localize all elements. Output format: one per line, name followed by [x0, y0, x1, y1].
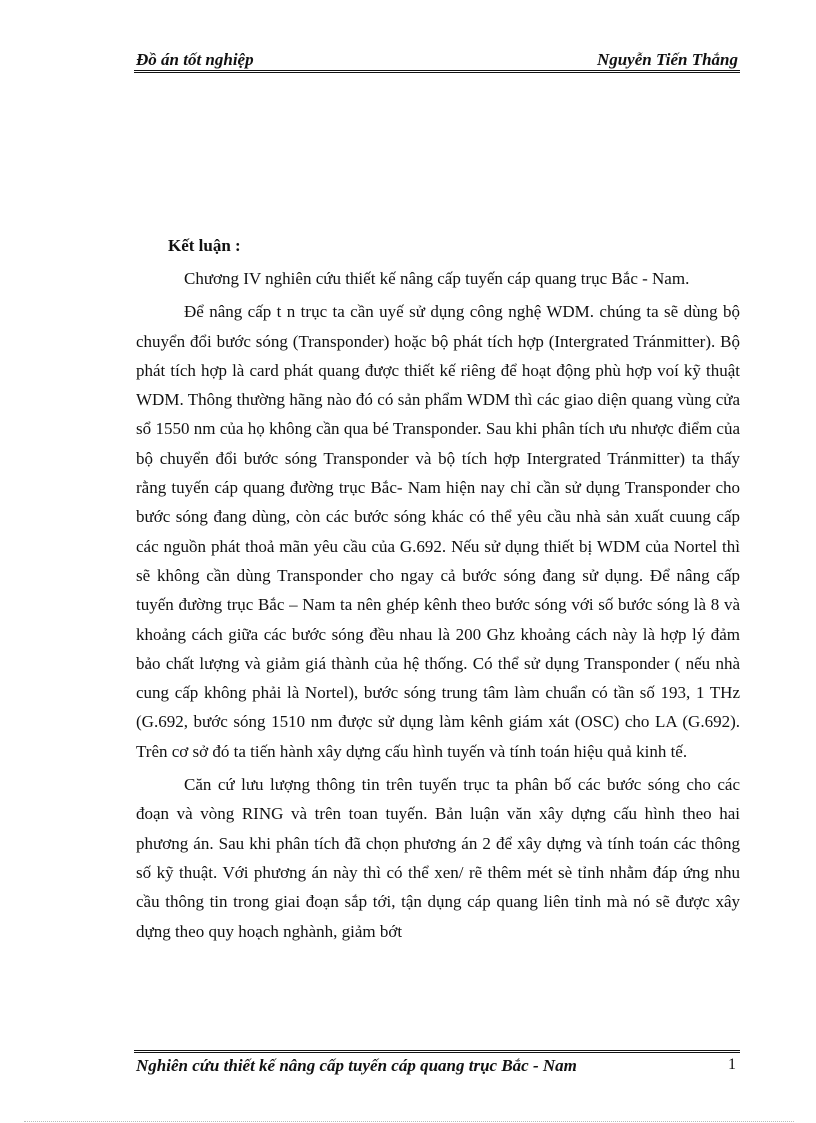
document-body	[136, 232, 740, 946]
paragraph-wdm-upgrade: Để nâng cấp t n trục ta cần uyế sử dụng công nghệ WDM. chúng ta sẽ dùng bộ chuyển đổi bước sóng (Transponder) hoặc bộ phát tích hợp (Intergrated Tránmitter). Bộ phát tích hợp là card phát quang được thiết kế riêng để hoạt động phù hợp voí kỹ thuật WDM. Thông thường hãng nào đó có sản phẩm WDM thì các giao diện quang vùng cửa sổ 1550 nm của họ không cần qua bé Transponder. Sau khi phân tích ưu nhược điểm của bộ chuyển đổi bước sóng Transponder và bộ tích hợp Intergrated Tránmitter) ta thấy rằng tuyến cáp quang đường trục Bắc- Nam hiện nay chỉ cần sử dụng Transponder cho bước sóng đang dùng, còn các bước sóng khác có thể yêu cầu nhà sản xuất cuung cấp các nguồn phát thoả mãn yêu cầu của G.692. Nếu sử dụng thiết bị WDM của Nortel thì sẽ không cần dùng Transponder cho ngay cả bước sóng đang sử dụng. Để nâng cấp tuyến đường trục Bắc – Nam ta nên ghép kênh theo bước sóng với số bước sóng là 8 và khoảng cách giữa các bước sóng đều nhau là 200 Ghz khoảng cách này là hợp lý đảm bảo chất lượng và giảm giá thành của hệ thống. Có thể sử dụng Transponder ( nếu nhà cung cấp không phải là Nortel), bước sóng trung tâm làm chuẩn có tần số 193, 1 THz (G.692, bước sóng 1510 nm được sử dụng làm kênh giám xát (OSC) cho LA (G.692). Trên cơ sở đó ta tiến hành xây dựng cấu hình tuyến và tính toán hiệu quả kinh tế.	[136, 302, 740, 761]
header-author-name: Nguyễn Tiến Thắng	[596, 50, 738, 69]
page-bottom-divider	[24, 1121, 794, 1122]
page-footer	[134, 1050, 740, 1081]
page-header	[134, 48, 740, 73]
section-heading: Kết luận :	[168, 236, 241, 255]
page-number: 1	[728, 1056, 736, 1073]
paragraph-traffic-allocation: Căn cứ lưu lượng thông tin trên tuyến trục ta phân bố các bước sóng cho các đoạn và vòng RING và trên toan tuyến. Bản luận văn xây dựng cấu hình theo hai phương án. Sau khi phân tích đã chọn phương án 2 để xây dựng và tính toán các thông số kỹ thuật. Với phương án này thì có thể xen/ rẽ thêm mét sè tỉnh nhằm đáp ứng nhu cầu thông tin trong giai đoạn sắp tới, tận dụng cáp quang liên tỉnh mà nó sẽ được xây dựng theo quy hoạch nghành, giảm bớt	[136, 775, 740, 941]
header-project-title: Đồ án tốt nghiệp	[136, 50, 254, 69]
paragraph-intro: Chương IV nghiên cứu thiết kế nâng cấp tuyến cáp quang trục Bắc - Nam.	[184, 269, 690, 288]
footer-thesis-title: Nghiên cứu thiết kế nâng cấp tuyến cáp quang trục Bắc - Nam	[136, 1056, 577, 1075]
